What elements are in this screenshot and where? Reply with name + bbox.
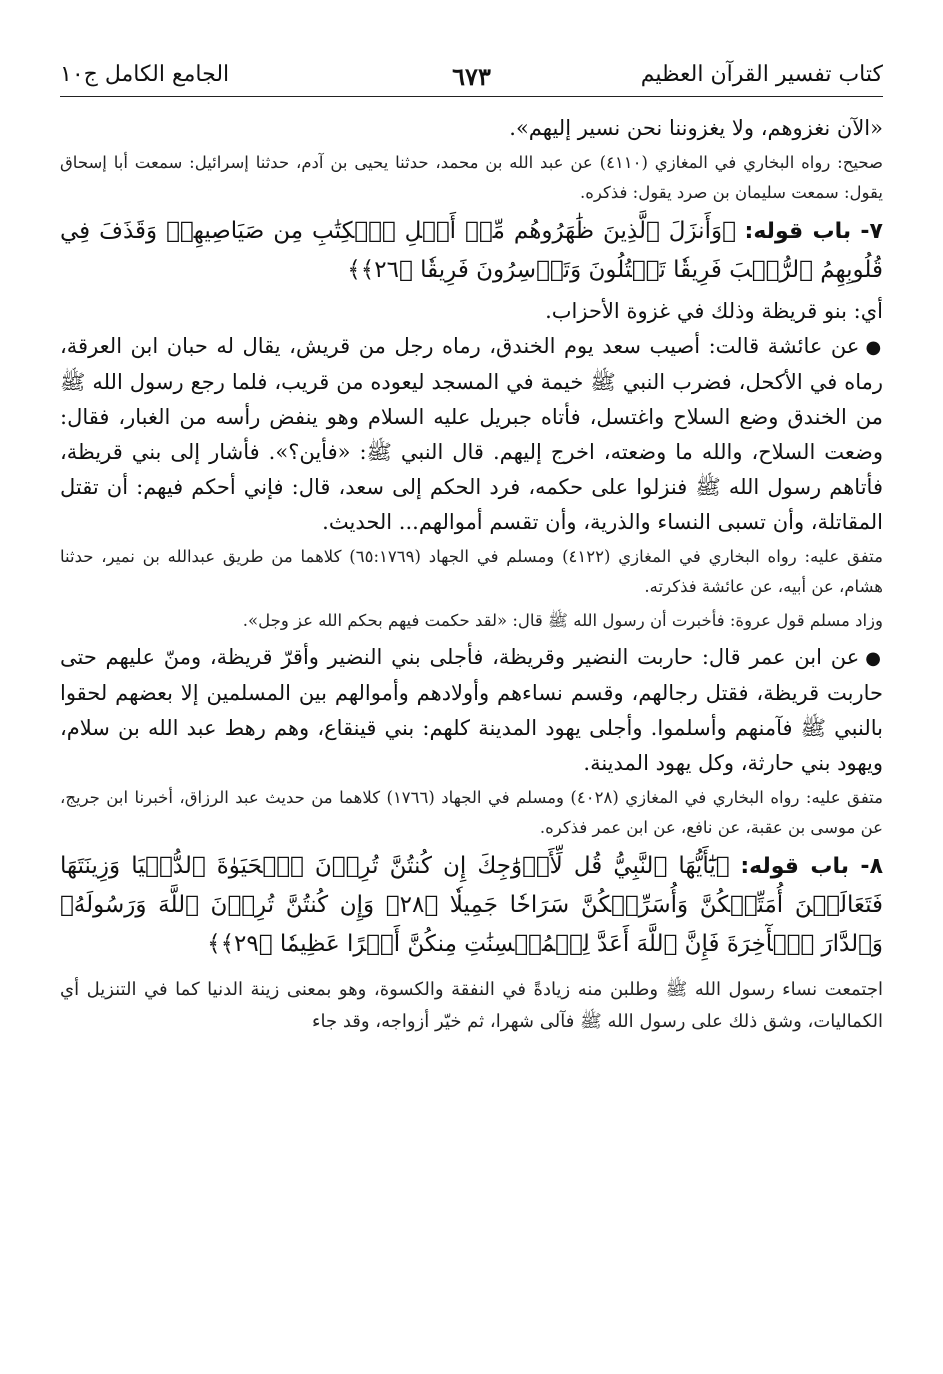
running-title: كتاب تفسير القرآن العظيم	[640, 62, 883, 87]
quran-verse: ﴿وَأَنزَلَ ٱلَّذِينَ ظَٰهَرُوهُم مِّنۡ أَهۡلِ ٱلۡكِتَٰبِ مِن صَيَاصِيهِمۡ وَقَذَفَ فِي قُلُوبِهِمُ ٱلرُّعۡبَ فَرِيقٗا تَقۡتُلُونَ وَتَأۡسِرُونَ فَرِيقٗا ﴿٢٦﴾﴾	[60, 218, 883, 283]
hadith-body: عن ابن عمر قال: حاربت النضير وقريظة، فأجلى بني النضير وأقرّ قريظة، ومنّ عليهم حتى حاربت قريظة، فقتل رجالهم، وقسم نساءهم وأولادهم وأموالهم بين المسلمين إلا بعضهم لحقوا بالنبي ﷺ فآمنهم وأسلموا. وأجلى يهود المدينة كلهم: بني قينقاع، وهم رهط عبد الله بن سلام، ويهود بني حارثة، وكل يهود المدينة.	[60, 645, 883, 775]
chapter-label: ٧- باب قوله:	[744, 219, 883, 244]
quote-ending: «الآن نغزوهم، ولا يغزوننا نحن نسير إليهم».	[509, 116, 883, 140]
verse-explanation: اجتمعت نساء رسول الله ﷺ وطلبن منه زيادةً في النفقة والكسوة، وهو بمعنى زينة الدنيا كما في التنزيل أي الكماليات، وشق ذلك على رسول الله ﷺ فآلى شهرا، ثم خيّر أزواجه، وقد جاء	[60, 979, 883, 1032]
quran-verse: ﴿يَٰٓأَيُّهَا ٱلنَّبِيُّ قُل لِّأَزۡوَٰجِكَ إِن كُنتُنَّ تُرِدۡنَ ٱلۡحَيَوٰةَ ٱلدُّنۡيَا وَزِينَتَهَا فَتَعَالَيۡنَ أُمَتِّعۡكُنَّ وَأُسَرِّحۡكُنَّ سَرَاحٗا جَمِيلٗا ﴿٢٨﴾ وَإِن كُنتُنَّ تُرِدۡنَ ٱللَّهَ وَرَسُولَهُۥ وَٱلدَّارَ ٱلۡأٓخِرَةَ فَإِنَّ ٱللَّهَ أَعَدَّ لِلۡمُحۡسِنَٰتِ مِنكُنَّ أَجۡرًا عَظِيمٗا ﴿٢٩﴾﴾	[60, 853, 884, 957]
hadith-body: عن عائشة قالت: أصيب سعد يوم الخندق، رماه رجل من قريش، يقال له حبان ابن العرقة، رماه في الأكحل، فضرب النبي ﷺ خيمة في المسجد ليعوده من قريب، فلما رجع رسول الله ﷺ من الخندق وضع السلاح واغتسل، فأتاه جبريل عليه السلام وهو ينفض رأسه من الغبار، فقال: وضعت السلاح، والله ما وضعته، اخرج إليهم. قال النبي ﷺ: «فأين؟». فأشار إلى بني قريظة، فأتاهم رسول الله ﷺ فنزلوا على حكمه، فرد الحكم إلى سعد، قال: فإني أحكم فيهم: أن تقتل المقاتلة، وأن تسبى النساء والذرية، وأن تقسم أموالهم... الحديث.	[60, 334, 883, 534]
chapter-heading	[60, 847, 883, 964]
hadith-source-note: متفق عليه: رواه البخاري في المغازي (٤١٢٢) ومسلم في الجهاد (٦٥:١٧٦٩) كلاهما من طريق عبدالله بن نمير، حدثنا هشام، عن أبيه، عن عائشة فذكرته.	[60, 547, 883, 596]
volume-title: الجامع الكامل ج١٠	[60, 62, 230, 87]
hadith-text	[60, 640, 883, 781]
verse-explanation: أي: بنو قريظة وذلك في غزوة الأحزاب.	[545, 299, 883, 323]
hadith-source-note: صحيح: رواه البخاري في المغازي (٤١١٠) عن عبد الله بن محمد، حدثنا يحيى بن آدم، حدثنا إسرائيل: سمعت أبا إسحاق يقول: سمعت سليمان بن صرد يقول: فذكره.	[60, 153, 883, 202]
bullet-icon: ●	[865, 337, 883, 358]
page-header	[60, 56, 883, 97]
hadith-addition-note: وزاد مسلم قول عروة: فأخبرت أن رسول الله ﷺ قال: «لقد حكمت فيهم بحكم الله عز وجل».	[242, 611, 883, 630]
chapter-label: ٨- باب قوله:	[740, 854, 883, 879]
hadith-source-note: متفق عليه: رواه البخاري في المغازي (٤٠٢٨) ومسلم في الجهاد (١٧٦٦) كلاهما من حديث عبد الرزاق، أخبرنا ابن جريج، عن موسى بن عقبة، عن نافع، عن ابن عمر فذكره.	[60, 788, 883, 837]
bullet-icon: ●	[865, 648, 883, 669]
hadith-text	[60, 329, 883, 540]
chapter-heading	[60, 212, 883, 290]
page-number: ٦٧٣	[452, 62, 491, 91]
